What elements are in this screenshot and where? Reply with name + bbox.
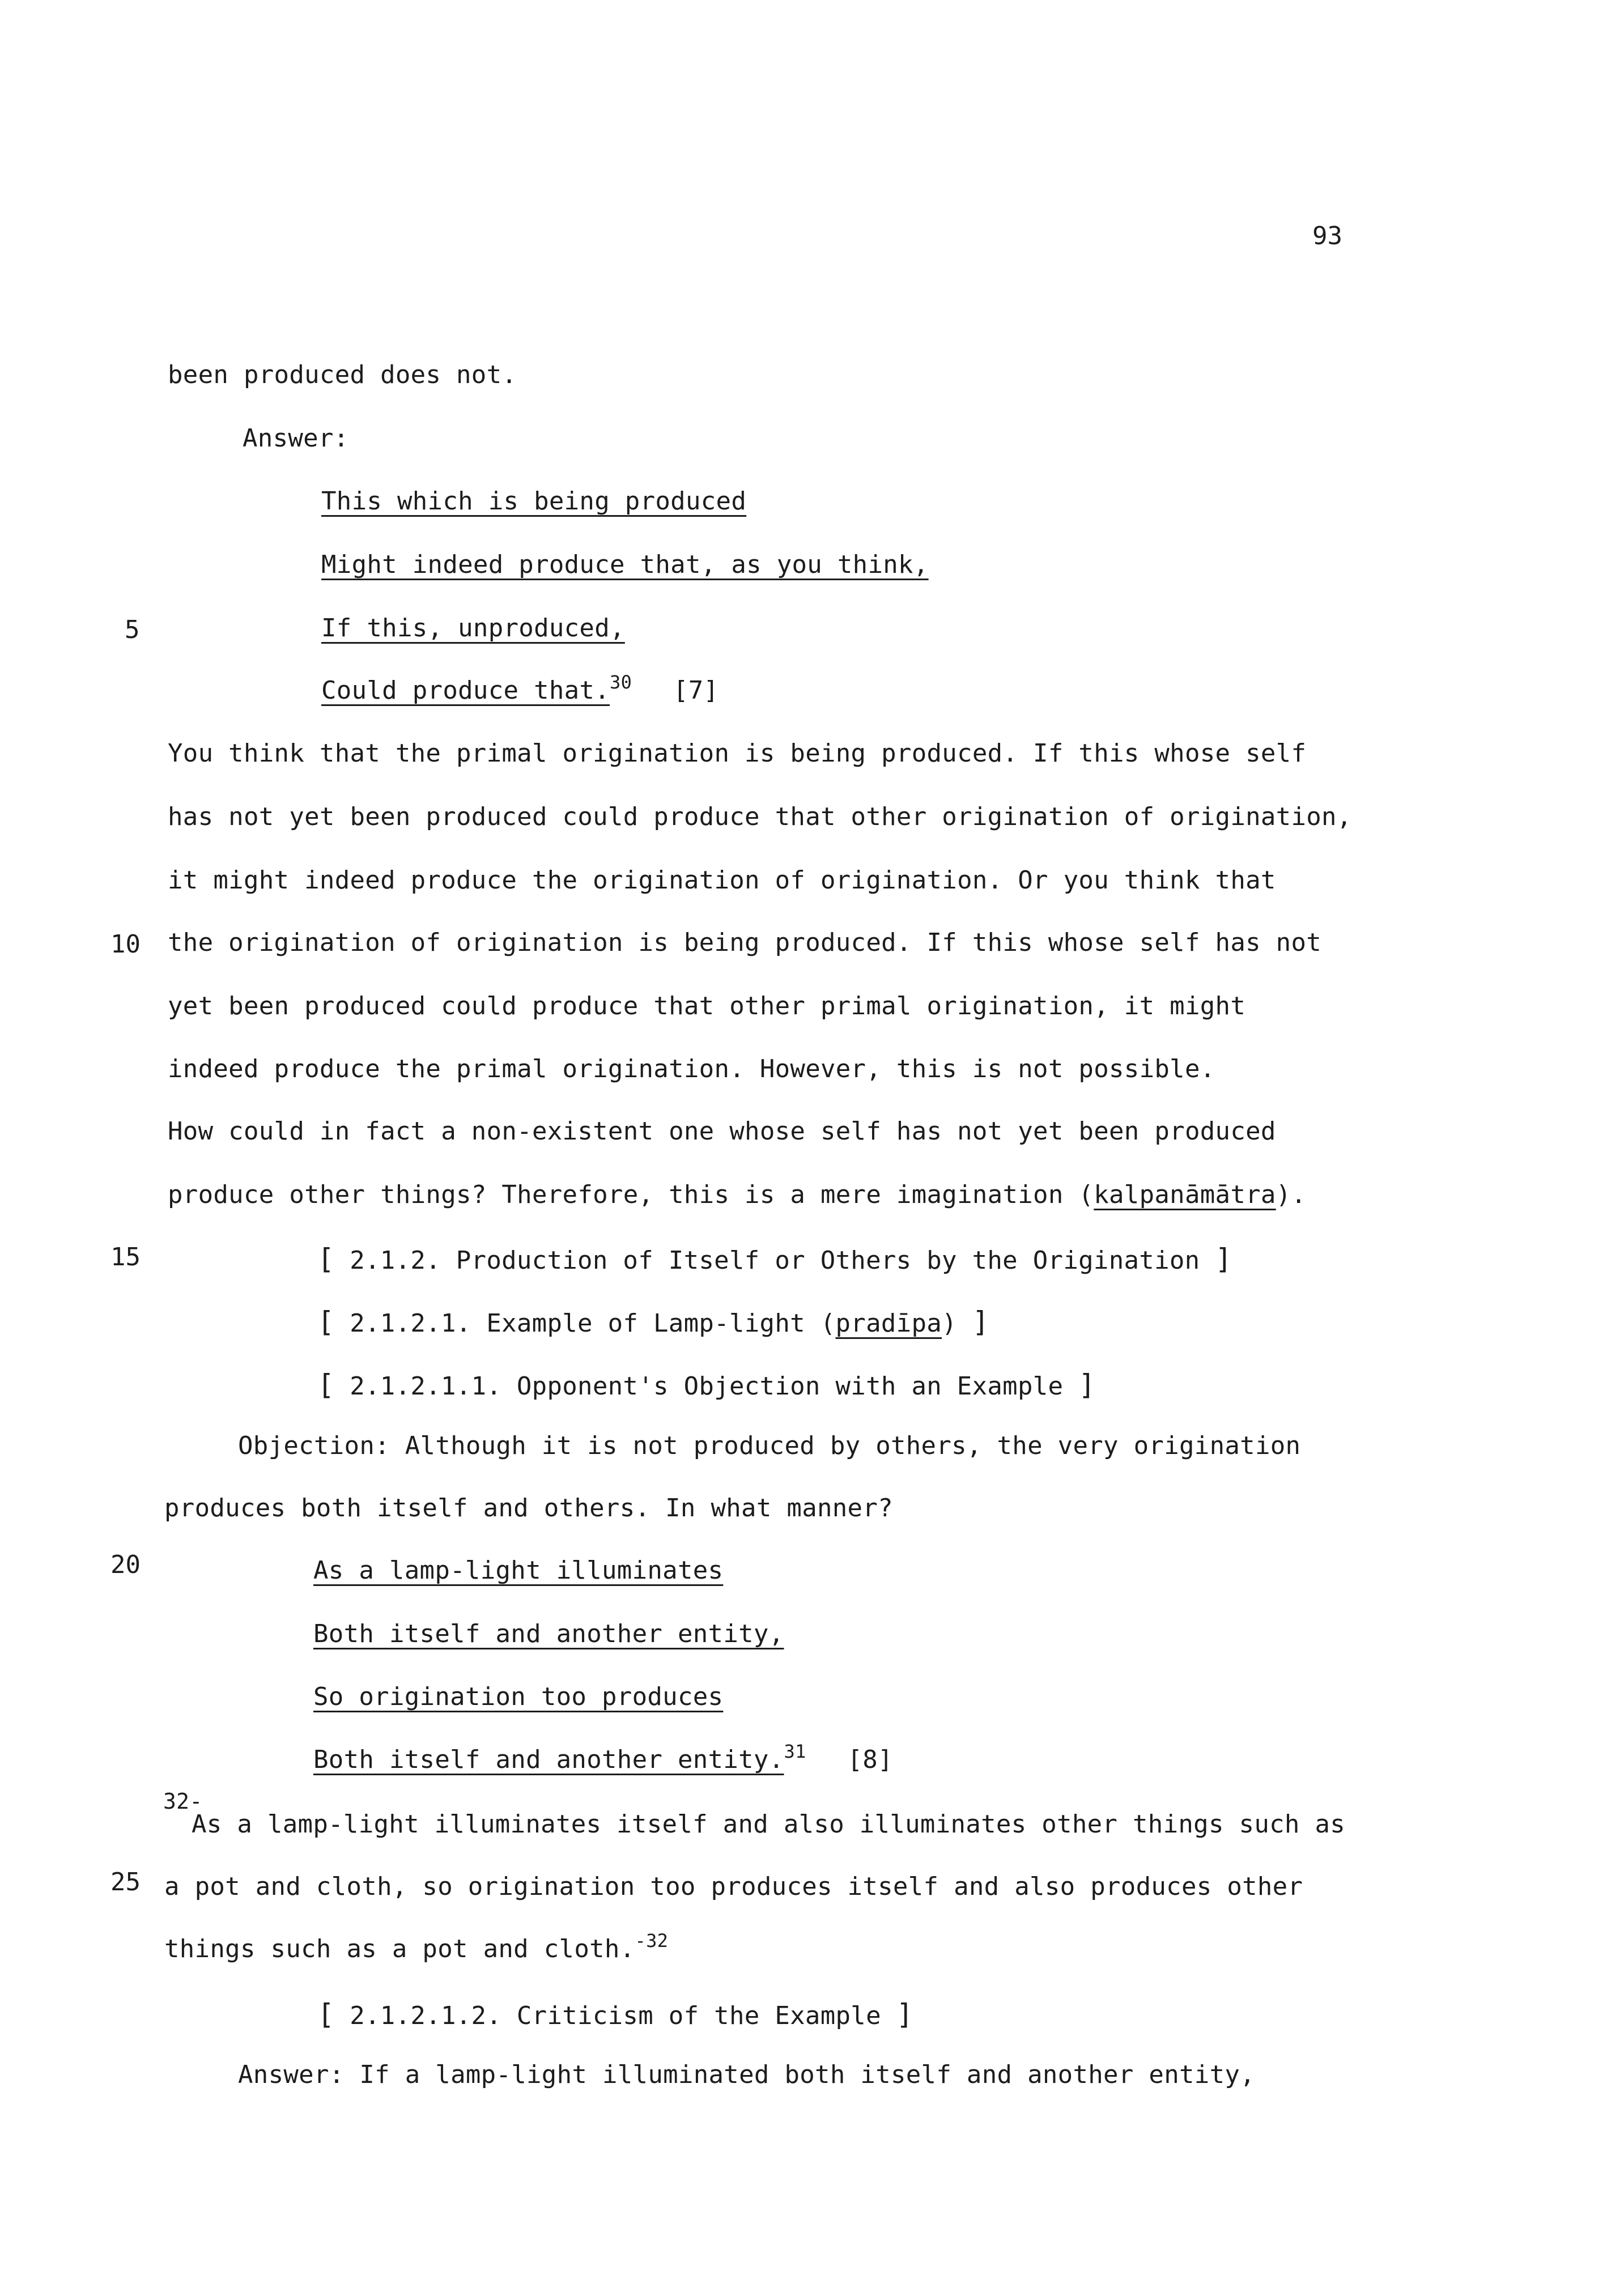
verse-reference: [7]: [673, 676, 719, 705]
page-number: 93: [1312, 222, 1342, 250]
sanskrit-term: kalpanāmātra: [1094, 1180, 1276, 1209]
text-line: the origination of origination is being produced. If this whose self has not: [168, 928, 1322, 957]
section-heading: [ 2.1.2.1. Example of Lamp-light (pradīpa) ]: [317, 1306, 990, 1338]
verse-line: So origination too produces: [313, 1682, 724, 1711]
text-line: As a lamp-light illuminates itself and also illuminates other things such as: [192, 1810, 1346, 1839]
verse-line: If this, unproduced,: [321, 614, 625, 643]
footnote-marker: 30: [610, 671, 632, 693]
line-number-10: 10: [110, 930, 141, 959]
heading-text: 2.1.2. Production of Itself or Others by the Origination: [350, 1246, 1200, 1275]
verse-line: This which is being produced: [321, 487, 747, 516]
text-line: [168, 1180, 1307, 1209]
text-line: it might indeed produce the origination of origination. Or you think that: [168, 866, 1276, 895]
commentary-marker: 32-: [163, 1789, 203, 1814]
line-number-5: 5: [125, 615, 140, 644]
answer-label: Answer:: [243, 424, 349, 453]
text-line: has not yet been produced could produce that other origination of origination,: [168, 802, 1352, 831]
heading-text: 2.1.2.1.2. Criticism of the Example: [350, 2001, 881, 2030]
section-heading: [ 2.1.2. Production of Itself or Others by the Origination ]: [317, 1243, 1232, 1275]
line-number-25: 25: [110, 1868, 141, 1897]
text-line: [164, 1930, 669, 1963]
text-line: Objection: Although it is not produced by others, the very origination: [238, 1431, 1301, 1460]
text-line: How could in fact a non-existent one whose self has not yet been produced: [168, 1117, 1276, 1146]
heading-text: 2.1.2.1. Example of Lamp-light (: [350, 1309, 836, 1338]
footnote-marker: 31: [784, 1741, 806, 1762]
heading-text: 2.1.2.1.1. Opponent's Objection with an Example: [350, 1372, 1064, 1401]
verse-line: Might indeed produce that, as you think,: [321, 550, 929, 579]
text-segment: things such as a pot and cloth.: [164, 1934, 635, 1963]
verse-line: Both itself and another entity,: [313, 1619, 784, 1648]
text-line: been produced does not.: [168, 360, 517, 389]
verse-line: [321, 671, 719, 705]
line-number-20: 20: [110, 1550, 141, 1579]
verse-text: Both itself and another entity.: [313, 1745, 784, 1774]
verse-line: As a lamp-light illuminates: [313, 1556, 724, 1585]
text-line: indeed produce the primal origination. However, this is not possible.: [168, 1055, 1215, 1083]
text-line: yet been produced could produce that other primal origination, it might: [168, 992, 1246, 1021]
text-line: produces both itself and others. In what manner?: [164, 1494, 893, 1523]
text-segment: ).: [1276, 1180, 1307, 1209]
commentary-marker: -32: [635, 1930, 669, 1951]
section-heading: [ 2.1.2.1.2. Criticism of the Example ]: [317, 1998, 914, 2031]
heading-text: ): [942, 1309, 957, 1338]
section-heading: [ 2.1.2.1.1. Opponent's Objection with an Example ]: [317, 1368, 1096, 1401]
sanskrit-term: pradīpa: [835, 1309, 942, 1338]
text-line: a pot and cloth, so origination too produces itself and also produces other: [164, 1872, 1303, 1901]
line-number-15: 15: [110, 1243, 141, 1272]
verse-text: Could produce that.: [321, 676, 610, 705]
text-line: You think that the primal origination is being produced. If this whose self: [168, 739, 1307, 768]
text-line: Answer: If a lamp-light illuminated both itself and another entity,: [238, 2060, 1255, 2089]
verse-line: [313, 1741, 893, 1774]
text-segment: produce other things? Therefore, this is a mere imagination (: [168, 1180, 1094, 1209]
verse-reference: [8]: [847, 1745, 893, 1774]
